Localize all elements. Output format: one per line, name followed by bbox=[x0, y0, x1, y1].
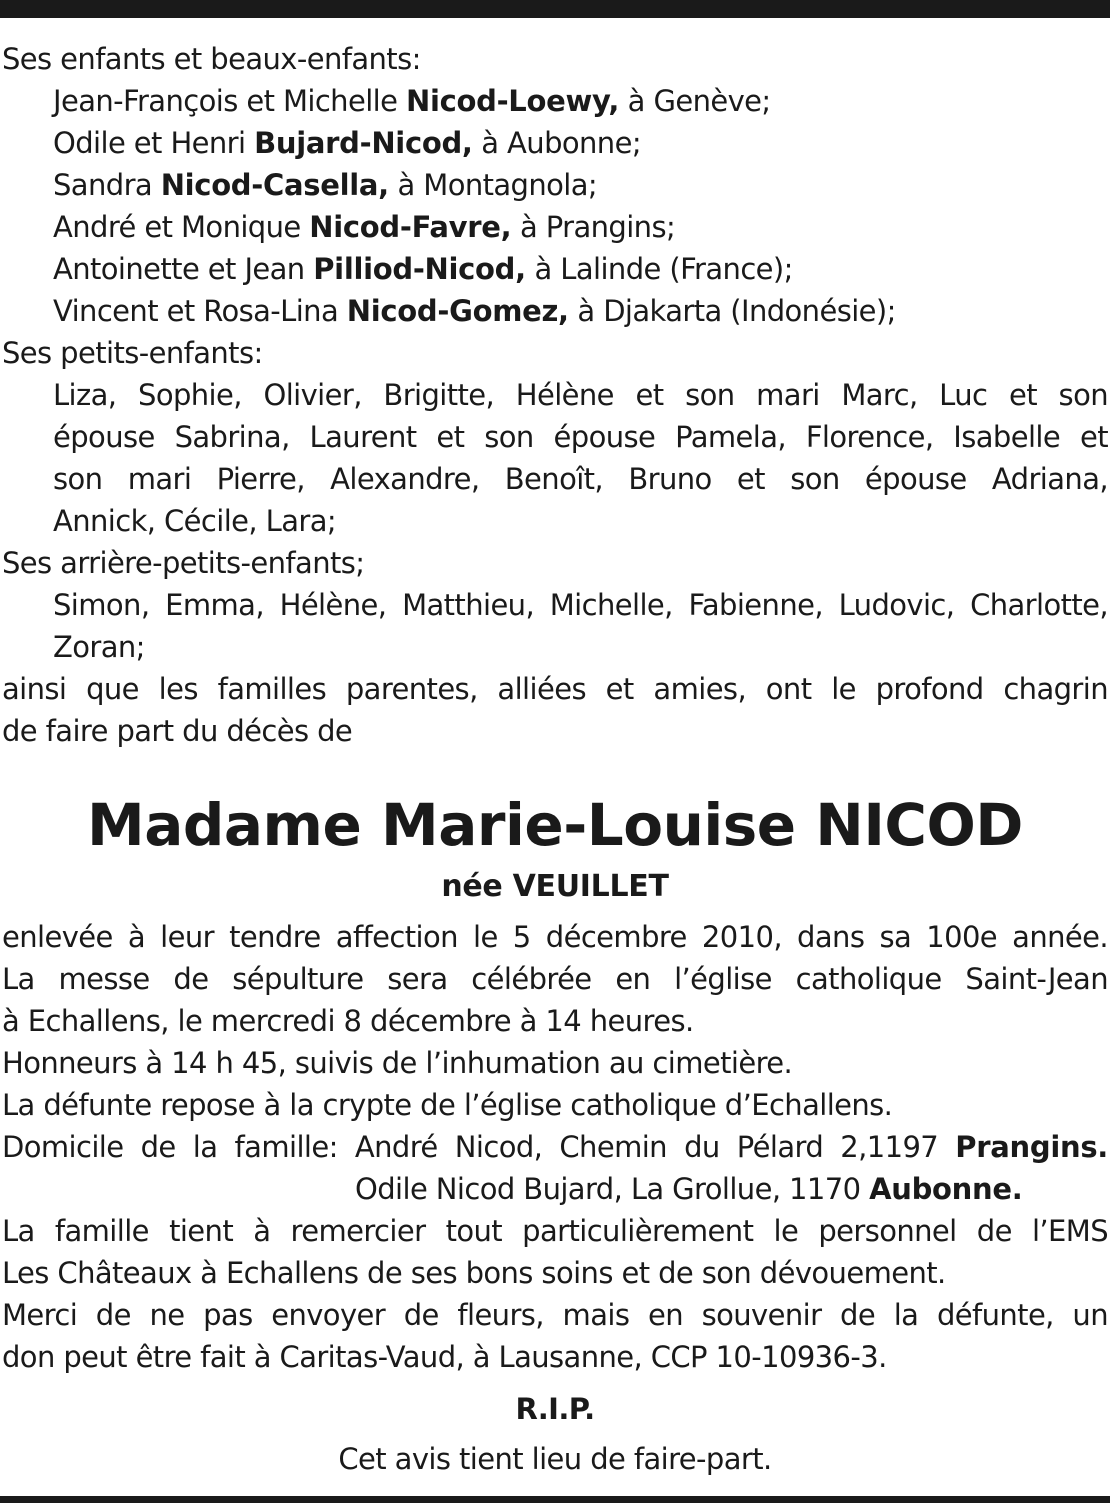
death-date-line: enlevée à leur tendre affection le 5 décembre 2010, dans sa 100e année. bbox=[2, 920, 1108, 954]
petits-enfants-line: Liza, Sophie, Olivier, Brigitte, Hélène et son mari Marc, Luc et son bbox=[53, 378, 1108, 412]
enfant-line: André et Monique Nicod-Favre, à Prangins; bbox=[53, 210, 676, 244]
familles-line: ainsi que les familles parentes, alliées et amies, ont le profond chagrin bbox=[2, 672, 1108, 706]
enfant-line: Vincent et Rosa-Lina Nicod-Gomez, à Djakarta (Indonésie); bbox=[53, 294, 896, 328]
enfant-line: Odile et Henri Bujard-Nicod, à Aubonne; bbox=[53, 126, 641, 160]
domicile-line: Domicile de la famille: André Nicod, Chemin du Pélard 2,1197 Prangins. bbox=[2, 1130, 1108, 1164]
messe-line: La messe de sépulture sera célébrée en l’église catholique Saint-Jean bbox=[2, 962, 1108, 996]
maiden-name: née VEUILLET bbox=[441, 869, 669, 904]
domicile-line-2: Odile Nicod Bujard, La Grollue, 1170 Aubonne. bbox=[355, 1172, 1023, 1206]
petits-enfants-heading: Ses petits-enfants: bbox=[2, 336, 263, 370]
enfant-line: Antoinette et Jean Pilliod-Nicod, à Lalinde (France); bbox=[53, 252, 793, 286]
arriere-petits-enfants-heading: Ses arrière-petits-enfants; bbox=[2, 546, 365, 580]
petits-enfants-line: Annick, Cécile, Lara; bbox=[53, 504, 337, 538]
top-rule bbox=[0, 0, 1110, 18]
enfant-line: Jean-François et Michelle Nicod-Loewy, à Genève; bbox=[53, 84, 771, 118]
family-name: Bujard-Nicod, bbox=[254, 126, 473, 160]
messe-line: à Echallens, le mercredi 8 décembre à 14 heures. bbox=[2, 1004, 694, 1038]
rip-text: R.I.P. bbox=[515, 1392, 595, 1426]
domicile-city: Aubonne. bbox=[869, 1172, 1023, 1206]
enfant-line: Sandra Nicod-Casella, à Montagnola; bbox=[53, 168, 598, 202]
remerciements-line: Les Châteaux à Echallens de ses bons soins et de son dévouement. bbox=[2, 1256, 946, 1290]
petits-enfants-line: son mari Pierre, Alexandre, Benoît, Bruno et son épouse Adriana, bbox=[53, 462, 1108, 496]
enfants-heading: Ses enfants et beaux-enfants: bbox=[2, 42, 421, 76]
remerciements-line: La famille tient à remercier tout particulièrement le personnel de l’EMS bbox=[2, 1214, 1108, 1248]
domicile-city: Prangins. bbox=[955, 1130, 1108, 1164]
repose-line: La défunte repose à la crypte de l’église catholique d’Echallens. bbox=[2, 1088, 893, 1122]
deceased-name: Madame Marie-Louise NICOD bbox=[87, 791, 1023, 859]
arriere-petits-enfants-line: Zoran; bbox=[53, 630, 145, 664]
family-name: Pilliod-Nicod, bbox=[313, 252, 526, 286]
petits-enfants-line: épouse Sabrina, Laurent et son épouse Pamela, Florence, Isabelle et bbox=[53, 420, 1108, 454]
bottom-rule bbox=[0, 1496, 1110, 1503]
arriere-petits-enfants-line: Simon, Emma, Hélène, Matthieu, Michelle, Fabienne, Ludovic, Charlotte, bbox=[53, 588, 1108, 622]
fleurs-line: Merci de ne pas envoyer de fleurs, mais en souvenir de la défunte, un bbox=[2, 1298, 1108, 1332]
familles-line: de faire part du décès de bbox=[2, 714, 353, 748]
fleurs-line: don peut être fait à Caritas-Vaud, à Lausanne, CCP 10-10936-3. bbox=[2, 1340, 887, 1374]
notice-body bbox=[2, 38, 1108, 1480]
avis-text: Cet avis tient lieu de faire-part. bbox=[338, 1442, 772, 1476]
family-name: Nicod-Favre, bbox=[309, 210, 512, 244]
family-name: Nicod-Casella, bbox=[160, 168, 389, 202]
family-name: Nicod-Gomez, bbox=[346, 294, 569, 328]
honneurs-line: Honneurs à 14 h 45, suivis de l’inhumation au cimetière. bbox=[2, 1046, 793, 1080]
family-name: Nicod-Loewy, bbox=[405, 84, 620, 118]
